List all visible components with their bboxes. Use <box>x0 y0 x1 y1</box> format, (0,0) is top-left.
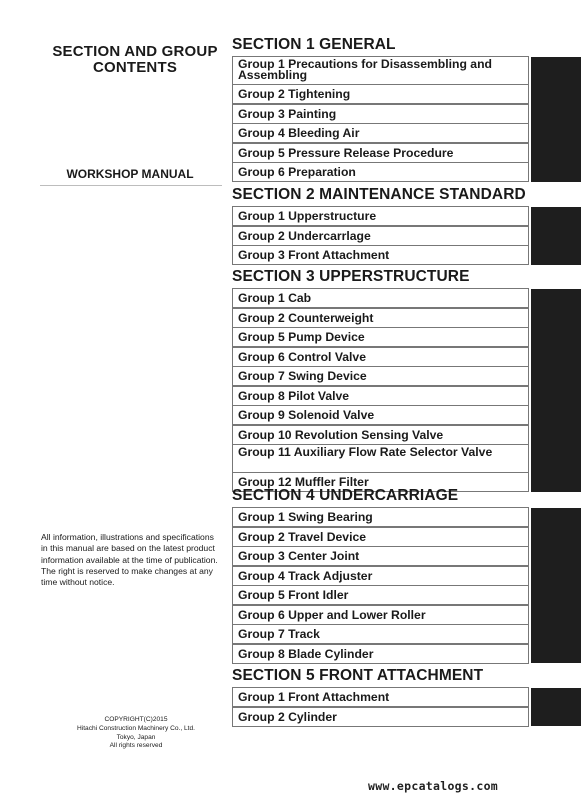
group-row[interactable] <box>232 624 529 644</box>
group-label: Group 7 Track <box>238 627 320 641</box>
section-title: SECTION 1 GENERAL <box>232 36 396 53</box>
group-row[interactable] <box>232 605 529 625</box>
group-row[interactable] <box>232 386 529 406</box>
group-label: Group 3 Painting <box>238 106 337 121</box>
group-row[interactable] <box>232 405 529 425</box>
group-label: Group 8 Pilot Valve <box>238 388 350 403</box>
group-row[interactable] <box>232 104 529 124</box>
copyright-line: COPYRIGHT(C)2015 <box>104 716 168 723</box>
group-row[interactable] <box>232 308 529 328</box>
group-label: Group 8 Blade Cylinder <box>238 646 374 661</box>
copyright-line: All rights reserved <box>109 742 163 750</box>
group-row[interactable] <box>232 507 529 527</box>
group-label: Group 11 Auxiliary Flow Rate Selector Valve <box>238 445 493 459</box>
group-row[interactable] <box>232 366 529 386</box>
group-row[interactable] <box>232 143 529 163</box>
group-row[interactable] <box>232 245 529 265</box>
group-row[interactable] <box>232 585 529 605</box>
section-title: SECTION 2 MAINTENANCE STANDARD <box>232 186 526 203</box>
group-row[interactable] <box>232 527 529 547</box>
group-label: Group 6 Preparation <box>238 165 356 179</box>
copyright-line: Hitachi Construction Machinery Co., Ltd. <box>76 724 195 732</box>
group-row[interactable] <box>232 226 529 246</box>
group-label: Group 5 Front Idler <box>238 588 349 602</box>
group-row[interactable] <box>232 206 529 226</box>
group-label: Group 1 Swing Bearing <box>238 510 373 524</box>
disclaimer-text: All information, illustrations and specifications in this manual are based on the latest product information available at the time of publication. The right is reserved to make changes at any time without notice. <box>41 532 218 588</box>
group-label: Group 3 Center Joint <box>238 549 360 563</box>
group-row[interactable] <box>232 288 529 308</box>
group-label: Group 1 Cab <box>238 291 312 305</box>
group-label: Group 5 Pressure Release Procedure <box>238 145 454 160</box>
group-label: Group 7 Swing Device <box>238 369 367 383</box>
group-row[interactable] <box>232 56 529 85</box>
section-index-tab[interactable] <box>531 207 581 265</box>
group-label: Group 2 Undercarrlage <box>238 228 371 243</box>
group-row[interactable] <box>232 687 529 707</box>
group-label: Group 5 Pump Device <box>238 330 365 344</box>
page-title-line-2: CONTENTS <box>92 59 178 76</box>
group-label: Group 3 Front Attachment <box>238 248 390 262</box>
section-title: SECTION 3 UPPERSTRUCTURE <box>232 268 470 285</box>
manual-subtitle: WORKSHOP MANUAL <box>66 167 194 181</box>
group-row[interactable] <box>232 162 529 182</box>
group-label: Group 1 Front Attachment <box>238 690 390 704</box>
group-row[interactable] <box>232 347 529 367</box>
section-index-tab[interactable] <box>531 57 581 182</box>
section-index-tab[interactable] <box>531 289 581 492</box>
copyright-block <box>56 716 216 751</box>
section-title: SECTION 5 FRONT ATTACHMENT <box>232 667 484 684</box>
group-row[interactable] <box>232 566 529 586</box>
group-row[interactable] <box>232 644 529 664</box>
group-row[interactable] <box>232 327 529 347</box>
page-title-line-1: SECTION AND GROUP <box>52 43 218 60</box>
group-row[interactable] <box>232 444 529 473</box>
copyright-line: Tokyo, Japan <box>116 733 156 741</box>
group-label: Group 2 Travel Device <box>238 529 367 544</box>
section-index-tab[interactable] <box>531 688 581 726</box>
group-label: Group 9 Solenoid Valve <box>238 408 375 422</box>
group-label: Group 1 Precautions for Disassembling and Assembling <box>238 57 492 82</box>
group-row[interactable] <box>232 123 529 143</box>
group-label: Group 2 Cylinder <box>238 709 337 724</box>
group-label: Group 10 Revolution Sensing Valve <box>238 427 444 442</box>
group-label: Group 6 Upper and Lower Roller <box>238 607 426 622</box>
section-index-tab[interactable] <box>531 508 581 663</box>
subtitle-divider <box>40 185 222 186</box>
section-title: SECTION 4 UNDERCARRIAGE <box>232 487 459 504</box>
group-label: Group 12 Muffler Filter <box>238 475 369 489</box>
group-label: Group 6 Control Valve <box>238 349 366 364</box>
group-row[interactable] <box>232 546 529 566</box>
group-label: Group 4 Bleeding Air <box>238 126 360 140</box>
group-label: Group 2 Counterweight <box>238 310 374 325</box>
group-row[interactable] <box>232 425 529 445</box>
group-label: Group 2 Tightening <box>238 87 351 101</box>
group-row[interactable] <box>232 707 529 727</box>
page-title <box>40 44 230 76</box>
group-label: Group 1 Upperstructure <box>238 209 377 223</box>
group-label: Group 4 Track Adjuster <box>238 568 373 583</box>
group-row[interactable] <box>232 84 529 104</box>
watermark-link[interactable]: www.epcatalogs.com <box>368 779 499 793</box>
contents-list <box>232 0 581 801</box>
